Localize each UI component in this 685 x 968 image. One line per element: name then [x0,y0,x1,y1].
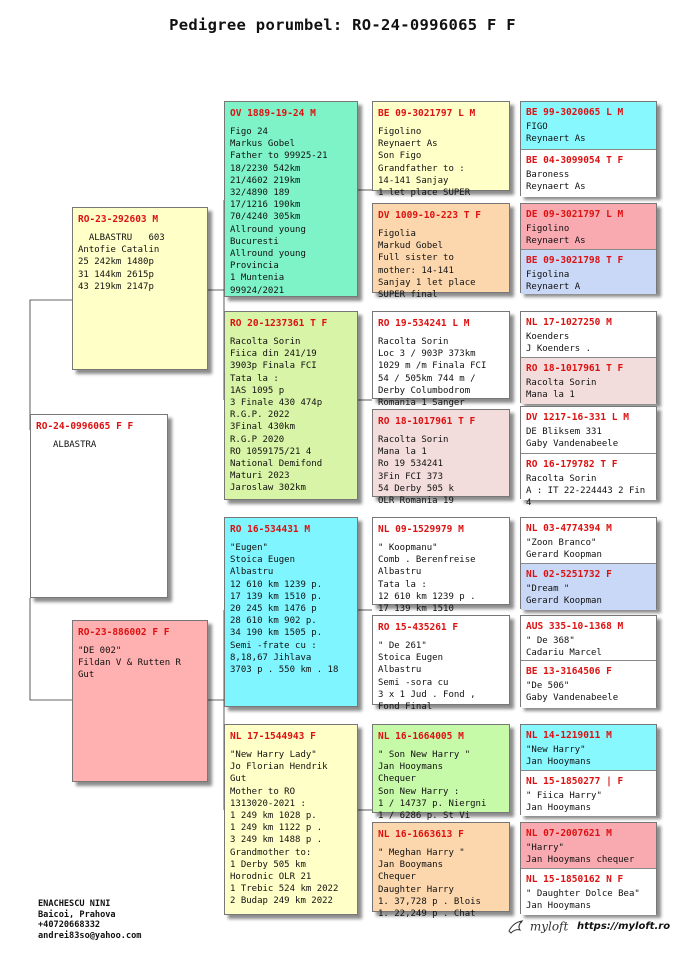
gggp-pair-7 [520,724,657,815]
gggp-ring-10: NL 02-5251732 F [526,569,612,580]
grandsire-maternal-ring: RO 16-534431 M [230,524,311,535]
ggp-card-3[interactable] [372,311,510,409]
gggp-ring-12: BE 13-3164506 F [526,666,612,677]
gggp-details-3: Figolino Reynaert As [526,224,586,247]
ggp-card-5[interactable] [372,517,510,615]
ggp-card-2[interactable] [372,203,510,301]
ggp-card-8[interactable] [372,822,510,920]
ggp-card-6[interactable] [372,615,510,713]
breeder-contact [38,899,141,941]
gggp-cell-15[interactable] [521,823,656,868]
gggp-cell-8[interactable] [521,454,656,509]
gggp-ring-3: DE 09-3021797 L M [526,209,624,220]
granddam-maternal-ring: NL 17-1544943 F [230,731,316,742]
gggp-cell-2[interactable] [521,150,656,197]
gggp-details-13: "New Harry" Jan Hooymans [526,745,592,768]
gggp-cell-11[interactable] [521,616,656,660]
sire-details: ALBASTRU 603 Antofie Catalin 25 242km 1480p 31 144km 2615p 43 219km 2147p [78,233,165,292]
gggp-pair-2 [520,203,657,293]
grandsire-paternal-details: Figo 24 Markus Gobel Father to 99925-21 18/2230 542km 21/4602 219km 32/4890 189 17/1216 190km 70/4240 305km Allround young Bucuresti Allround young Provincia 1 Muntenia 99924/2021 [230,127,328,296]
granddam-paternal-ring: RO 20-1237361 T F [230,318,328,329]
ggp-ring-5: NL 09-1529979 M [378,524,464,535]
gggp-details-12: "De 506" Gaby Vandenabeele [526,681,619,704]
gggp-ring-2: BE 04-3099054 T F [526,155,624,166]
gggp-details-7: DE Bliksem 331 Gaby Vandenabeele [526,427,619,450]
ggp-details-2: Figolia Markud Gobel Full sister to mother: 14-141 Sanjay 1 let place SUPER final [378,229,476,301]
gggp-cell-16[interactable] [521,869,656,915]
gggp-details-14: " Fiica Harry" Jan Hooymans [526,791,602,814]
ggp-ring-8: NL 16-1663613 F [378,829,464,840]
gggp-details-10: "Dream " Gerard Koopman [526,584,602,607]
ggp-details-3: Racolta Sorin Loc 3 / 903P 373km 1029 m /m Finala FCI 54 / 505km 744 m / Derby Columbodrom Romania 1 Sanger [378,337,487,409]
grandsire-paternal-card[interactable] [224,101,358,297]
breeder-email[interactable]: andrei83so@yahoo.com [38,930,142,941]
gggp-ring-8: RO 16-179782 T F [526,459,618,470]
gggp-cell-14[interactable] [521,771,656,816]
gggp-cell-3[interactable] [521,204,656,249]
subject-ring: RO-24-0996065 F F [36,421,134,432]
gggp-details-11: " De 368" Cadariu Marcel [526,636,602,659]
breeder-phone: +40720668332 [38,920,101,930]
dam-card[interactable] [72,620,208,782]
gggp-ring-7: DV 1217-16-331 L M [526,412,629,423]
gggp-pair-5 [520,517,657,609]
ggp-details-1: Figolino Reynaert As Son Figo Grandfather to : 14-141 Sanjay 1 let place SUPER [378,127,471,199]
gggp-pair-3 [520,311,657,403]
gggp-cell-10[interactable] [521,564,656,610]
gggp-cell-13[interactable] [521,725,656,770]
ggp-card-7[interactable] [372,724,510,822]
gggp-details-15: "Harry" Jan Hooymans chequer [526,843,635,866]
pigeon-icon [508,919,526,935]
ggp-card-1[interactable] [372,101,510,199]
granddam-maternal-card[interactable] [224,724,358,915]
ggp-ring-2: DV 1009-10-223 T F [378,210,481,221]
sire-card[interactable] [72,207,208,370]
ggp-details-7: " Son New Harry " Jan Hooymans Chequer Son New Harry : 1 / 14737 p. Niergni 1 / 6286 p. St Vi [378,750,487,822]
gggp-cell-4[interactable] [521,250,656,294]
gggp-cell-1[interactable] [521,102,656,149]
gggp-cell-12[interactable] [521,661,656,708]
sire-ring: RO-23-292603 M [78,214,159,225]
gggp-details-1: FIGO Reynaert As [526,122,586,145]
gggp-details-5: Koenders J Koenders . [526,332,592,355]
website-link[interactable]: https://myloft.ro [577,921,671,932]
granddam-paternal-details: Racolta Sorin Fiica din 241/19 3903p Finala FCI Tata la : 1AS 1095 p 3 Finale 430 474p R.G.P. 2022 3Final 430km R.G.P 2020 RO 1059175/21 4 National Demifond Maturi 2023 Jaroslaw 302km [230,337,323,494]
granddam-paternal-card[interactable] [224,311,358,500]
ggp-details-6: " De 261" Stoica Eugen Albastru Semi -sora cu 3 x 1 Jud . Fond , Fond Final [378,641,476,713]
dam-details: "DE 002" Fildan V & Rutten R Gut [78,646,181,681]
gggp-ring-5: NL 17-1027250 M [526,317,612,328]
gggp-details-4: Figolina Reynaert A [526,270,581,293]
ggp-card-4[interactable] [372,409,510,507]
gggp-pair-1 [520,101,657,196]
ggp-ring-3: RO 19-534241 L M [378,318,470,329]
gggp-details-2: Baroness Reynaert As [526,170,586,193]
gggp-pair-8 [520,822,657,914]
page-title: Pedigree porumbel: RO-24-0996065 F F [169,16,516,34]
gggp-cell-9[interactable] [521,518,656,563]
granddam-maternal-details: "New Harry Lady" Jo Florian Hendrik Gut Mother to RO 1313020-2021 : 1 249 km 1028 p. 1 249 km 1122 p . 3 249 km 1488 p . Grandmother to: 1 Derby 505 km Horodnic OLR 21 1 Trebic 524 km 2022 2 Budap 249 km 2022 [230,750,339,907]
gggp-ring-4: BE 09-3021798 T F [526,255,624,266]
gggp-ring-1: BE 99-3020065 L M [526,107,624,118]
gggp-ring-15: NL 07-2007621 M [526,828,612,839]
grandsire-maternal-card[interactable] [224,517,358,707]
subject-card[interactable] [30,414,168,598]
gggp-ring-16: NL 15-1850162 N F [526,874,624,885]
gggp-ring-11: AUS 335-10-1368 M [526,621,624,632]
ggp-details-8: " Meghan Harry " Jan Booymans Chequer Daughter Harry 1. 37,728 p . Blois 1. 22,249 p . Chat [378,848,481,920]
gggp-details-6: Racolta Sorin Mana la 1 [526,378,597,401]
grandsire-maternal-details: "Eugen" Stoica Eugen Albastru 12 610 km 1239 p. 17 139 km 1510 p. 20 245 km 1476 p 28 610 km 902 p. 34 190 km 1505 p. Semi -frate cu : 8,18,67 Jihlava 3703 p . 550 km . 18 [230,543,339,676]
dam-ring: RO-23-886002 F F [78,627,170,638]
myloft-logo [508,919,568,935]
gggp-details-8: Racolta Sorin A : IT 22-224443 2 Fin 4 [526,474,646,509]
breeder-location: Baicoi, Prahova [38,909,116,920]
ggp-ring-4: RO 18-1017961 T F [378,416,476,427]
gggp-ring-9: NL 03-4774394 M [526,523,612,534]
gggp-details-9: "Zoon Branco" Gerard Koopman [526,538,602,561]
gggp-cell-6[interactable] [521,358,656,404]
ggp-ring-1: BE 09-3021797 L M [378,108,476,119]
logo-text: myloft [529,919,569,934]
grandsire-paternal-ring: OV 1889-19-24 M [230,108,316,119]
gggp-ring-14: NL 15-1850277 | F [526,776,624,787]
gggp-ring-6: RO 18-1017961 T F [526,363,624,374]
breeder-name: ENACHESCU NINI [38,899,111,909]
gggp-cell-7[interactable] [521,407,656,453]
subject-details: ALBASTRA [53,440,97,450]
gggp-ring-13: NL 14-1219011 M [526,730,612,741]
ggp-details-4: Racolta Sorin Mana la 1 Ro 19 534241 3Fin FCI 373 54 Derby 505 k OLR Romania 19 [378,435,454,507]
ggp-details-5: " Koopmanu" Comb . Berenfreise Albastru Tata la : 12 610 km 1239 p . 17 139 km 1510 [378,543,476,615]
ggp-ring-6: RO 15-435261 F [378,622,459,633]
gggp-pair-6 [520,615,657,707]
gggp-cell-5[interactable] [521,312,656,357]
gggp-details-16: " Daughter Dolce Bea" Jan Hooymans [526,889,640,912]
ggp-ring-7: NL 16-1664005 M [378,731,464,742]
gggp-pair-4 [520,406,657,509]
